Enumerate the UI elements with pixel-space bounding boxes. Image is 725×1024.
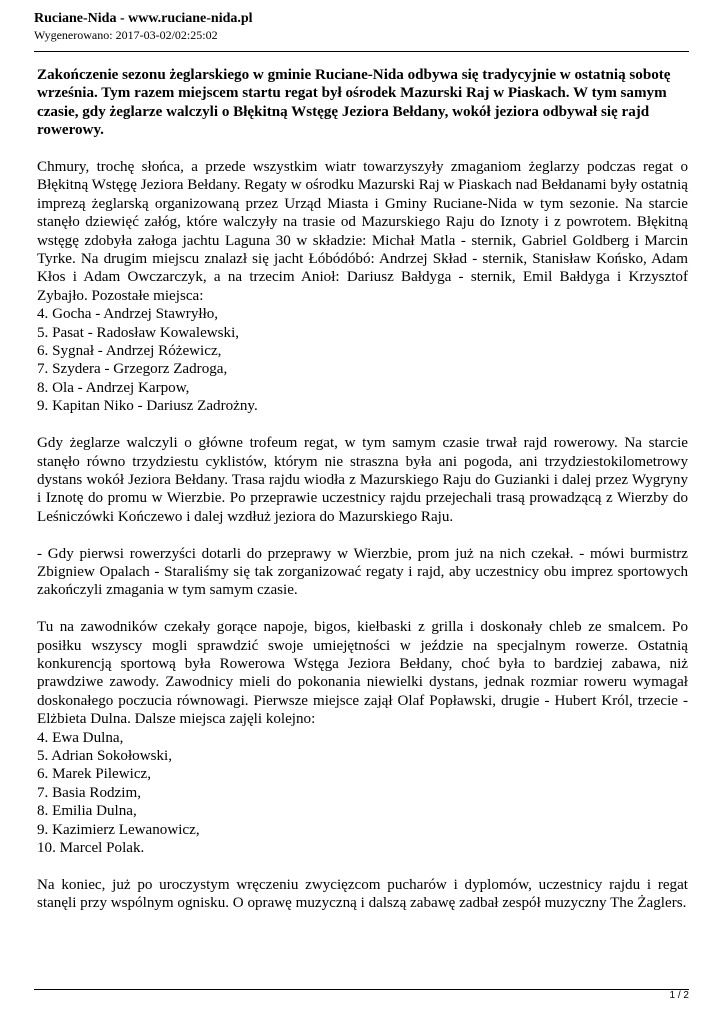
list-item: 4. Gocha - Andrzej Stawryłło, [37,306,219,323]
paragraph-regatta: Chmury, trochę słońca, a przede wszystkim wiatr towarzyszyły zmaganiom żeglarzy podczas regat o Błękitną Wstęgę Jeziora Bełdany. Regaty w ośrodku Mazurski Raj w Piaskach nad Bełdanami były ostatnią imprezą żeglarską organizowaną przez Urząd Miasta i Gminy Ruciane-Nida w tym sezonie. Na starcie stanęło dziewięć załóg, które walczyły na trasie od Mazurskiego Raju do Iznoty i z powrotem. Błękitną wstęgę zdobyła załoga jachtu Laguna 30 w składzie: Michał Matla - sternik, Gabriel Goldberg i Marcin Tyrke. Na drugim miejscu znalazł się jacht Łóbódóbó: Andrzej Skład - sternik, Stanisław Końsko, Adam Kłos i Adam Owczarczyk, a na trzecim Anioł: Dariusz Bałdyga - sternik, Emil Bałdyga i Krzysztof Zybajło. Pozostałe miejsca: [37,159,688,304]
list-item: 8. Emilia Dulna, [37,803,137,820]
generated-timestamp: Wygenerowano: 2017-03-02/02:25:02 [34,28,218,42]
list-item: 7. Szydera - Grzegorz Zadroga, [37,361,228,378]
site-title: Ruciane-Nida - www.ruciane-nida.pl [34,11,253,26]
list-item: 6. Sygnał - Andrzej Różewicz, [37,343,222,360]
list-item: 9. Kapitan Niko - Dariusz Zadrożny. [37,398,258,415]
list-item: 5. Adrian Sokołowski, [37,747,173,764]
list-item: 10. Marcel Polak. [37,840,145,856]
paragraph-quote: - Gdy pierwsi rowerzyści dotarli do przeprawy w Wierzbie, prom już na nich czekał. - mówi burmistrz Zbigniew Opalach - Staraliśmy się tak zorganizować regaty i rajd, aby uczestnicy obu imprez sportowych zakończyli zmagania w tym samym czasie. [37,545,688,599]
page-number: 1 / 2 [669,990,689,1001]
page-header [34,10,689,43]
list-item: 8. Ola - Andrzej Karpow, [37,379,190,396]
paragraph-closing: Na koniec, już po uroczystym wręczeniu zwycięzcom pucharów i dyplomów, uczestnicy rajdu i regat stanęli przy wspólnym ognisku. O oprawę muzyczną i dalszą zabawę zadbał zespół muzyczny The Żaglers. [37,876,688,912]
rally-places-list [37,729,688,858]
list-item: 6. Marek Pilewicz, [37,766,152,783]
footer-divider [34,989,689,990]
list-item: 5. Pasat - Radosław Kowalewski, [37,324,240,341]
list-item: 9. Kazimierz Lewanowicz, [37,821,200,838]
list-item: 7. Basia Rodzim, [37,784,141,801]
regatta-places-list [37,305,688,415]
list-item: 4. Ewa Dulna, [37,729,124,746]
article-body [37,66,688,931]
article-lead: Zakończenie sezonu żeglarskiego w gminie Ruciane-Nida odbywa się tradycyjnie w ostatnią sobotę września. Tym razem miejscem startu regat był ośrodek Mazurski Raj w Piaskach. W tym samym czasie, gdy żeglarze walczyli o Błękitną Wstęgę Jeziora Bełdany, wokół jeziora odbywał się rajd rowerowy. [37,67,671,139]
header-divider [34,51,689,52]
paragraph-rally: Gdy żeglarze walczyli o główne trofeum regat, w tym samym czasie trwał rajd rowerowy. Na starcie stanęło równo trzydziestu cyklistów, którym nie straszna była ani pogoda, ani trzydziestokilometrowy dystans wokół Jeziora Bełdany. Trasa rajdu wiodła z Mazurskiego Raju do Guzianki i dalej przez Wygryny i Iznotę do promu w Wierzbie. Po przeprawie uczestnicy rajdu przejechali trasą prowadzącą z Wierzby do Leśniczówki Kończewo i dalej wzdłuż jeziora do Mazurskiego Raju. [37,435,688,525]
paragraph-after-race: Tu na zawodników czekały gorące napoje, bigos, kiełbaski z grilla i doskonały chleb ze smalcem. Po posiłku wszyscy mogli sprawdzić swoje umiejętności w jeździe na specjalnym rowerze. Ostatnią konkurencją sportową była Rowerowa Wstęga Jeziora Bełdany, choć była to bardziej zabawa, niż prawdziwe zawody. Zawodnicy mieli do pokonania niewielki dystans, jednak rozmiar roweru wymagał doskonałego poczucia równowagi. Pierwsze miejsce zajął Olaf Popławski, drugie - Hubert Król, trzecie - Elżbieta Dulna. Dalsze miejsca zajęli kolejno: [37,619,688,728]
